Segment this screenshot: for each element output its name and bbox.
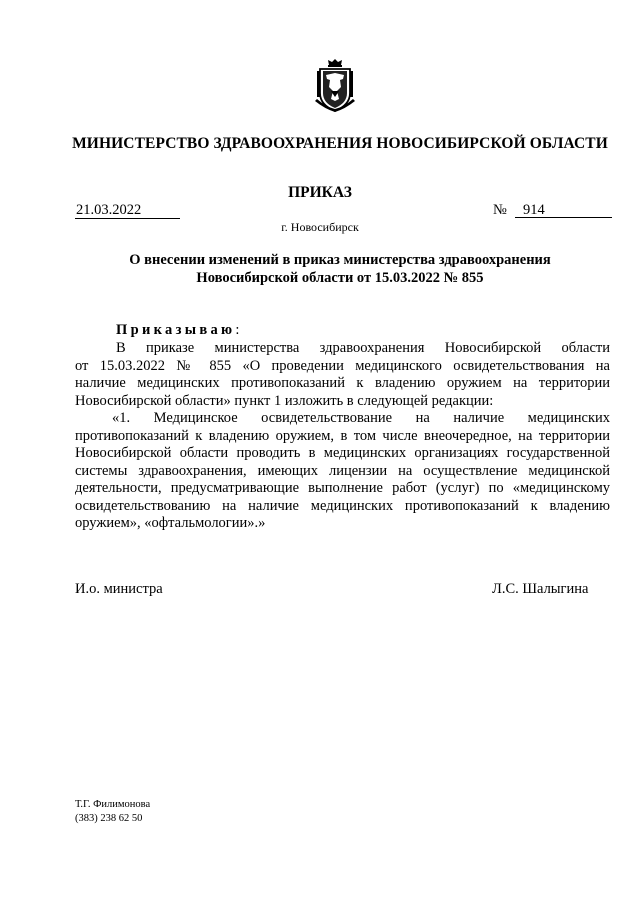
- paragraph-line: В приказе министерства здравоохранения Новосибирской области: [116, 340, 610, 356]
- executor-name: Т.Г. Филимонова: [75, 799, 151, 810]
- paragraph-2: [75, 410, 610, 533]
- order-subject: [90, 251, 590, 287]
- city: г. Новосибирск: [281, 220, 359, 234]
- coat-of-arms-icon: [315, 57, 355, 113]
- paragraph-1: [75, 340, 610, 410]
- paragraph-line: Новосибирской области» пункт 1 изложить в следующей редакции:: [75, 392, 494, 409]
- paragraph-line: оружием», «офтальмологии».»: [75, 515, 266, 531]
- order-date: 21.03.2022: [75, 202, 180, 219]
- paragraph-line: противопоказаний к владению оружием, в том числе внеочередное, на территории: [75, 427, 610, 444]
- paragraph-line: Новосибирской области проводить в медицинских организациях государственной: [75, 445, 610, 461]
- paragraph-line: наличие медицинских противопоказаний к владению оружием на территории: [75, 375, 610, 391]
- executor-phone: (383) 238 62 50: [75, 813, 143, 824]
- paragraph-line: деятельности, предусматривающие выполнение работ (услуг) по «медицинскому: [75, 480, 610, 496]
- number-label: №: [493, 202, 507, 218]
- signatory-name: Л.С. Шалыгина: [492, 581, 589, 597]
- order-number: 914: [515, 202, 612, 218]
- executor-info: [75, 798, 150, 826]
- ministry-title: МИНИСТЕРСТВО ЗДРАВООХРАНЕНИЯ НОВОСИБИРСКОЙ ОБЛАСТИ: [72, 135, 608, 152]
- document-type: ПРИКАЗ: [288, 184, 352, 201]
- subject-line: О внесении изменений в приказ министерства здравоохранения: [129, 252, 551, 268]
- subject-line: Новосибирской области от 15.03.2022 № 855: [196, 270, 484, 286]
- order-word: Приказываю: [116, 322, 236, 338]
- paragraph-line: от 15.03.2022 № 855 «О проведении медицинского освидетельствования на: [75, 357, 610, 374]
- order-directive: [116, 322, 239, 339]
- order-colon: :: [235, 322, 240, 338]
- paragraph-line: освидетельствованию на наличие медицинских противопоказаний к владению: [75, 497, 610, 514]
- signatory-position: И.о. министра: [75, 581, 163, 597]
- paragraph-line: системы здравоохранения, имеющих лицензии на осуществление медицинской: [75, 462, 610, 479]
- paragraph-line: «1. Медицинское освидетельствование на наличие медицинских: [112, 410, 610, 426]
